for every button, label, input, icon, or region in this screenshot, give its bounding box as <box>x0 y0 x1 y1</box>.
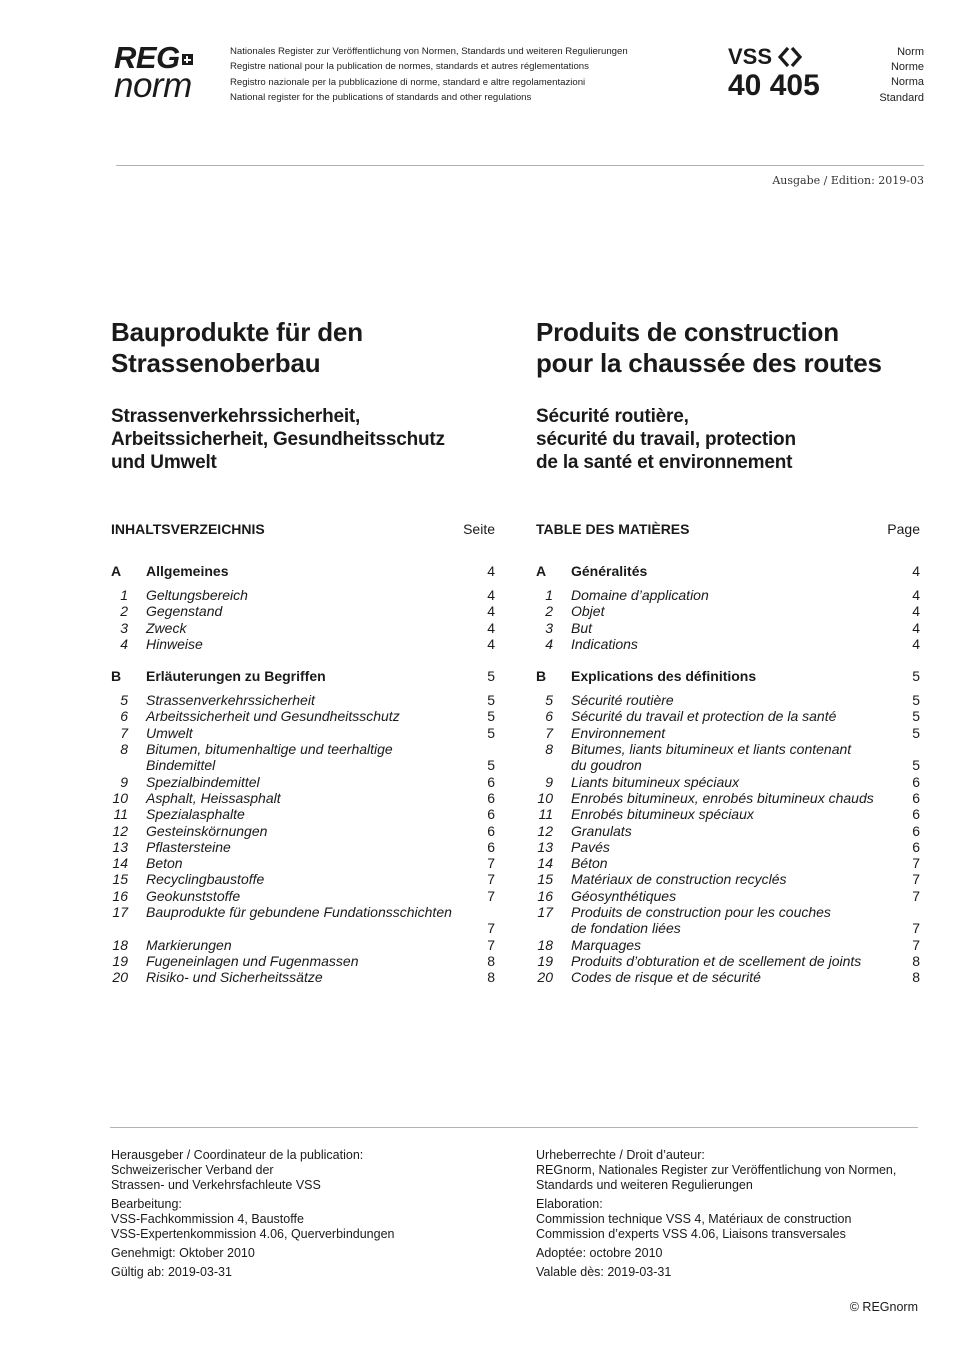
footer-line: Bearbeitung: <box>111 1197 182 1211</box>
item-page: 6 <box>912 773 920 790</box>
item-title-line: Zweck <box>146 619 187 636</box>
item-page: 5 <box>487 708 495 725</box>
toc-item <box>111 871 495 887</box>
item-title-line: Bauprodukte für gebundene Fundationsschichten <box>146 904 452 921</box>
footer-block <box>111 1148 511 1193</box>
footer-block <box>536 1148 936 1193</box>
toc-item <box>111 636 495 652</box>
section-letter: A <box>111 563 122 579</box>
item-number: 2 <box>120 603 128 620</box>
toc-item <box>111 587 495 603</box>
title-fr: Produits de construction pour la chaussée des routes <box>536 317 882 378</box>
item-title <box>571 904 900 937</box>
vss-chevron-icon <box>778 46 804 68</box>
register-line-en: National register for the publications of standards and other regulations <box>230 91 532 103</box>
title-de: Bauprodukte für den Strassenoberbau <box>111 317 363 378</box>
item-title <box>571 725 900 741</box>
item-title-line: Spezialbindemittel <box>146 773 260 790</box>
item-number: 17 <box>112 904 128 921</box>
item-page: 5 <box>912 757 920 774</box>
item-title <box>571 603 900 619</box>
item-title <box>571 871 900 887</box>
toc-item <box>536 806 920 822</box>
vss-mark-text: VSS <box>728 44 773 69</box>
item-title <box>571 636 900 652</box>
section-letter: B <box>111 668 122 685</box>
toc-item <box>536 969 920 985</box>
item-title <box>146 725 475 741</box>
item-number: 15 <box>112 871 128 888</box>
item-title <box>146 871 475 887</box>
toc-section <box>536 668 920 684</box>
toc-item <box>111 774 495 790</box>
regnorm-logo <box>114 40 214 105</box>
footer-block <box>536 1197 936 1242</box>
item-page: 5 <box>487 757 495 774</box>
item-number: 11 <box>538 806 553 823</box>
register-line-it: Registro nazionale per la pubblicazione di norme, standard e altre regolamentazioni <box>230 76 586 88</box>
toc-item <box>536 888 920 904</box>
item-title <box>146 708 475 724</box>
item-number: 20 <box>537 969 553 986</box>
footer-line: Commission d’experts VSS 4.06, Liaisons transversales <box>536 1227 846 1241</box>
toc-item <box>111 969 495 985</box>
item-title-line <box>146 920 475 936</box>
item-page: 5 <box>912 724 920 741</box>
toc-item <box>111 937 495 953</box>
toc-item <box>111 708 495 724</box>
footer-block <box>536 1246 936 1261</box>
item-page: 6 <box>912 789 920 806</box>
footer-line: REGnorm, Nationales Register zur Veröffentlichung von Normen, <box>536 1163 897 1177</box>
item-title-line: Spezialasphalte <box>146 806 245 823</box>
section-letter: A <box>536 563 547 579</box>
toc-item <box>536 774 920 790</box>
item-title <box>146 692 475 708</box>
item-title-line: Environnement <box>571 724 666 741</box>
item-number: 5 <box>545 692 553 709</box>
item-number: 18 <box>112 936 128 953</box>
item-page: 6 <box>487 838 495 855</box>
item-title <box>571 692 900 708</box>
toc-item <box>111 904 495 937</box>
item-title-line: Geltungsbereich <box>146 587 248 603</box>
footer-line: Standards und weiteren Regulierungen <box>536 1178 753 1192</box>
item-page: 7 <box>912 936 920 953</box>
item-title <box>146 774 475 790</box>
copyright-notice: © REGnorm <box>849 1300 918 1314</box>
item-title <box>146 823 475 839</box>
item-page: 7 <box>487 855 495 872</box>
item-page: 6 <box>487 806 495 823</box>
item-number: 6 <box>120 708 128 725</box>
item-page: 6 <box>912 822 920 839</box>
item-title <box>571 774 900 790</box>
item-page: 7 <box>912 855 920 872</box>
item-page: 4 <box>912 635 920 652</box>
item-page: 7 <box>912 920 920 937</box>
item-page: 7 <box>487 871 495 888</box>
item-title <box>571 888 900 904</box>
item-page: 8 <box>912 969 920 986</box>
toc-item <box>536 790 920 806</box>
item-number: 8 <box>120 741 128 758</box>
swiss-cross-icon <box>182 54 193 65</box>
toc-item <box>111 725 495 741</box>
item-number: 1 <box>120 587 128 603</box>
item-title-line: Pflastersteine <box>146 838 231 855</box>
item-number: 4 <box>120 635 128 652</box>
item-title <box>146 603 475 619</box>
toc-item <box>536 839 920 855</box>
toc-section <box>536 563 920 579</box>
header-divider <box>116 165 924 166</box>
item-number: 6 <box>545 708 553 725</box>
item-title-line: Recyclingbaustoffe <box>146 871 265 888</box>
section-title: Explications des définitions <box>571 668 757 685</box>
item-page: 8 <box>912 952 920 969</box>
item-title <box>571 806 900 822</box>
item-page: 4 <box>912 619 920 636</box>
item-page: 7 <box>912 887 920 904</box>
item-title <box>146 839 475 855</box>
item-number: 3 <box>120 619 128 636</box>
item-title-line: Granulats <box>571 822 632 839</box>
toc-item-list <box>536 587 920 652</box>
item-number: 13 <box>537 838 553 855</box>
item-title-line: Domaine d’application <box>571 587 709 603</box>
item-title-line: de fondation liées <box>571 920 681 937</box>
item-number: 19 <box>537 952 553 969</box>
footer-line: Commission technique VSS 4, Matériaux de construction <box>536 1212 852 1226</box>
item-title <box>571 620 900 636</box>
item-title-line: Produits d’obturation et de scellement de joints <box>571 952 862 969</box>
register-line-fr: Registre national pour la publication de normes, standards et autres réglementations <box>230 61 589 73</box>
toc-item <box>111 888 495 904</box>
toc-item <box>111 790 495 806</box>
section-page: 5 <box>912 668 920 685</box>
logo-reg-text: REG <box>114 40 180 75</box>
item-title-line: Matériaux de construction recyclés <box>571 871 787 888</box>
item-number: 17 <box>537 904 553 921</box>
item-title <box>146 969 475 985</box>
section-page: 4 <box>487 563 495 579</box>
toc-item <box>111 692 495 708</box>
footer-block <box>536 1265 936 1280</box>
item-page: 4 <box>912 587 920 603</box>
toc-item <box>111 823 495 839</box>
section-letter: B <box>536 668 547 685</box>
toc-item <box>536 823 920 839</box>
item-title <box>146 790 475 806</box>
item-title-line: Objet <box>571 603 605 620</box>
item-title <box>146 937 475 953</box>
item-number: 7 <box>545 724 553 741</box>
item-number: 5 <box>120 692 128 709</box>
toc-section <box>111 563 495 579</box>
toc-fr <box>536 563 920 986</box>
item-number: 16 <box>112 887 128 904</box>
item-title-line: Liants bitumineux spéciaux <box>571 773 740 790</box>
item-number: 19 <box>112 952 128 969</box>
toc-item <box>111 953 495 969</box>
item-title-line: Enrobés bitumineux, enrobés bitumineux chauds <box>571 789 874 806</box>
footer-line: Genehmigt: Oktober 2010 <box>111 1246 255 1260</box>
footer-block <box>111 1197 511 1242</box>
section-page: 5 <box>487 668 495 685</box>
item-page: 6 <box>912 806 920 823</box>
norm-type-list <box>879 45 924 106</box>
item-title <box>146 806 475 822</box>
item-title-line: Béton <box>571 855 608 872</box>
logo-norm-text: norm <box>114 66 192 105</box>
toc-section <box>111 668 495 684</box>
page-column-label: Seite <box>463 521 495 537</box>
item-title <box>571 937 900 953</box>
item-page: 8 <box>487 969 495 986</box>
item-page: 5 <box>487 692 495 709</box>
norm-number: 40 405 <box>728 69 820 102</box>
toc-de <box>111 563 495 986</box>
footer-fr <box>536 1148 936 1280</box>
item-page: 6 <box>487 789 495 806</box>
item-title-line: Asphalt, Heissasphalt <box>146 789 281 806</box>
item-number: 16 <box>537 887 553 904</box>
item-title <box>571 969 900 985</box>
item-page: 5 <box>912 692 920 709</box>
item-number: 12 <box>112 822 128 839</box>
item-title-line: Arbeitssicherheit und Gesundheitsschutz <box>146 708 400 725</box>
item-page: 7 <box>487 936 495 953</box>
subtitle-fr: Sécurité routière, sécurité du travail, protection de la santé et environnement <box>536 406 796 473</box>
item-title-line: Umwelt <box>146 724 193 741</box>
footer-de <box>111 1148 511 1280</box>
footer-line: Adoptée: octobre 2010 <box>536 1246 663 1260</box>
footer-line: VSS-Expertenkommission 4.06, Querverbindungen <box>111 1227 395 1241</box>
toc-item <box>536 953 920 969</box>
item-title-line: Géosynthétiques <box>571 887 677 904</box>
item-title-line: Produits de construction pour les couches <box>571 904 831 921</box>
item-title <box>146 855 475 871</box>
item-title-line: Sécurité du travail et protection de la santé <box>571 708 837 725</box>
toc-item <box>111 839 495 855</box>
toc-item <box>111 806 495 822</box>
toc-item-list <box>111 587 495 652</box>
subtitle-de: Strassenverkehrssicherheit, Arbeitssicherheit, Gesundheitsschutz und Umwelt <box>111 406 445 473</box>
item-title <box>146 888 475 904</box>
item-title <box>146 636 475 652</box>
item-title-line: Bitumes, liants bitumineux et liants contenant <box>571 741 852 758</box>
footer-line: Valable dès: 2019-03-31 <box>536 1265 672 1279</box>
toc-item <box>536 725 920 741</box>
item-page: 6 <box>912 838 920 855</box>
toc-item <box>111 620 495 636</box>
item-number: 14 <box>112 855 128 872</box>
item-title-line: Strassenverkehrssicherheit <box>146 692 315 709</box>
item-title-line: Bindemittel <box>146 757 216 774</box>
item-number: 20 <box>112 969 128 986</box>
item-title-line: Codes de risque et de sécurité <box>571 969 761 986</box>
item-title-line: Hinweise <box>146 635 203 652</box>
item-title-line: Markierungen <box>146 936 232 953</box>
page-column-label: Page <box>887 521 920 537</box>
item-page: 6 <box>487 822 495 839</box>
toc-item <box>536 692 920 708</box>
item-title <box>146 620 475 636</box>
item-number: 14 <box>537 855 553 872</box>
footer-line: Herausgeber / Coordinateur de la publication: <box>111 1148 364 1162</box>
toc-item <box>536 587 920 603</box>
item-title <box>146 953 475 969</box>
item-number: 7 <box>120 724 128 741</box>
item-number: 12 <box>537 822 553 839</box>
toc-item <box>536 620 920 636</box>
item-page: 5 <box>912 708 920 725</box>
item-page: 7 <box>912 871 920 888</box>
item-title-line: Geokunststoffe <box>146 887 241 904</box>
toc-item <box>536 741 920 774</box>
item-title <box>571 741 900 774</box>
item-page: 4 <box>487 587 495 603</box>
item-page: 4 <box>487 603 495 620</box>
item-number: 10 <box>537 789 553 806</box>
item-title <box>571 953 900 969</box>
item-title <box>571 708 900 724</box>
section-title: Généralités <box>571 563 648 579</box>
item-number: 10 <box>112 789 128 806</box>
item-title-line: Marquages <box>571 936 642 953</box>
footer-line: VSS-Fachkommission 4, Baustoffe <box>111 1212 304 1226</box>
section-title: Erläuterungen zu Begriffen <box>146 668 326 685</box>
toc-item <box>111 603 495 619</box>
toc-item <box>536 708 920 724</box>
item-title <box>571 790 900 806</box>
toc-header-fr <box>536 521 920 537</box>
item-title-line: du goudron <box>571 757 642 774</box>
edition-label: Ausgabe / Edition: 2019-03 <box>772 174 924 187</box>
item-title-line: Beton <box>146 855 183 872</box>
footer-block <box>111 1265 511 1280</box>
item-page: 6 <box>487 773 495 790</box>
norm-type-fr: Norme <box>890 61 924 74</box>
item-title <box>571 839 900 855</box>
item-number: 13 <box>112 838 128 855</box>
item-title <box>146 587 475 603</box>
item-title-line: Fugeneinlagen und Fugenmassen <box>146 952 359 969</box>
toc-item <box>536 636 920 652</box>
item-title-line: Gegenstand <box>146 603 223 620</box>
item-title-line: Indications <box>571 635 638 652</box>
vss-norm-block <box>728 44 820 102</box>
toc-label: TABLE DES MATIÈRES <box>536 521 690 537</box>
item-page: 5 <box>487 724 495 741</box>
item-number: 11 <box>113 806 128 823</box>
toc-item <box>536 603 920 619</box>
toc-item <box>536 855 920 871</box>
item-title-line: Enrobés bitumineux spéciaux <box>571 806 754 823</box>
item-title <box>571 823 900 839</box>
item-title-line: Risiko- und Sicherheitssätze <box>146 969 323 986</box>
item-title-line: Sécurité routière <box>571 692 674 709</box>
register-description <box>230 44 628 105</box>
toc-item <box>111 855 495 871</box>
item-number: 8 <box>545 741 553 758</box>
norm-type-de: Norm <box>897 46 924 58</box>
item-title-line: Bitumen, bitumenhaltige und teerhaltige <box>146 741 393 758</box>
toc-item <box>536 937 920 953</box>
item-page: 4 <box>912 603 920 620</box>
item-number: 3 <box>545 619 553 636</box>
item-title <box>146 741 475 774</box>
footer-line: Elaboration: <box>536 1197 603 1211</box>
footer-line: Gültig ab: 2019-03-31 <box>111 1265 232 1279</box>
item-page: 7 <box>487 887 495 904</box>
item-title-line: Pavés <box>571 838 610 855</box>
item-page: 4 <box>487 635 495 652</box>
footer-line: Urheberrechte / Droit d’auteur: <box>536 1148 705 1162</box>
item-title <box>146 904 475 937</box>
item-number: 9 <box>545 773 553 790</box>
footer-line: Schweizerischer Verband der <box>111 1163 274 1177</box>
norm-type-it: Norma <box>890 76 924 89</box>
item-title-line: Gesteinskörnungen <box>146 822 268 839</box>
item-title <box>571 855 900 871</box>
footer-divider <box>110 1127 918 1128</box>
section-page: 4 <box>912 563 920 579</box>
item-page: 4 <box>487 619 495 636</box>
item-number: 9 <box>120 773 128 790</box>
item-page: 8 <box>487 952 495 969</box>
norm-type-en: Standard <box>879 91 924 104</box>
toc-item <box>111 741 495 774</box>
item-title-line: But <box>571 619 593 636</box>
item-title <box>571 587 900 603</box>
item-number: 1 <box>545 587 553 603</box>
toc-item-list <box>536 692 920 985</box>
toc-item-list <box>111 692 495 985</box>
section-title: Allgemeines <box>146 563 229 579</box>
register-line-de: Nationales Register zur Veröffentlichung von Normen, Standards und weiteren Regulierungen <box>230 46 628 57</box>
item-page: 7 <box>487 920 495 937</box>
item-number: 4 <box>545 635 553 652</box>
item-number: 18 <box>537 936 553 953</box>
item-number: 15 <box>537 871 553 888</box>
footer-line: Strassen- und Verkehrsfachleute VSS <box>111 1178 321 1192</box>
toc-item <box>536 871 920 887</box>
toc-header-de <box>111 521 495 537</box>
footer-block <box>111 1246 511 1261</box>
toc-label: INHALTSVERZEICHNIS <box>111 521 265 537</box>
item-number: 2 <box>545 603 553 620</box>
toc-item <box>536 904 920 937</box>
